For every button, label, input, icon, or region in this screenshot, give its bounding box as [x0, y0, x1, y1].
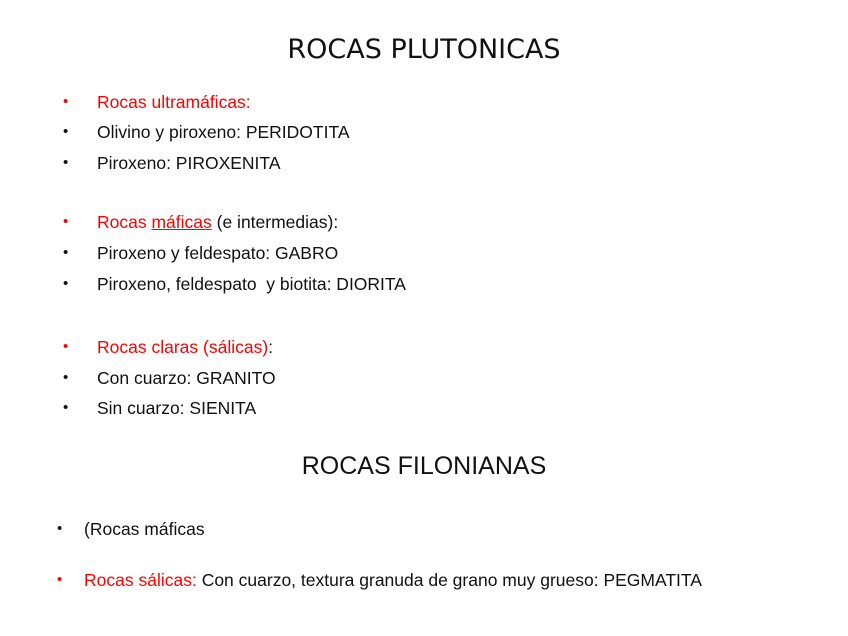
list-item: Piroxeno, feldespato y biotita: DIORITA — [97, 274, 406, 294]
list-item: (Rocas máficas — [84, 519, 205, 539]
bullet-icon: • — [63, 154, 69, 171]
bullet-icon: • — [63, 338, 69, 355]
bullet-icon: • — [63, 399, 69, 416]
heading-suffix: : — [268, 337, 274, 357]
bullet-icon: • — [57, 520, 63, 537]
group-heading-maficas — [97, 211, 338, 233]
list-item: Sin cuarzo: SIENITA — [97, 398, 257, 418]
bullet-icon: • — [63, 369, 69, 386]
heading-underlined-term: máficas — [151, 212, 212, 232]
section-title-plutonicas: ROCAS PLUTONICAS — [287, 34, 561, 65]
bullet-icon: • — [63, 93, 69, 110]
heading-suffix: (e intermedias): — [211, 212, 339, 232]
bullet-icon: • — [63, 213, 69, 230]
list-item: Con cuarzo: GRANITO — [97, 368, 276, 388]
list-item: Piroxeno y feldespato: GABRO — [97, 243, 339, 263]
heading-red: Rocas claras (sálicas) — [97, 337, 269, 357]
heading-prefix: Rocas — [97, 212, 152, 232]
list-item-pegmatita — [84, 569, 702, 591]
bullet-icon: • — [57, 571, 63, 588]
group-heading-ultramaficas: Rocas ultramáficas: — [97, 92, 251, 112]
section-title-filonianas: ROCAS FILONIANAS — [301, 452, 547, 480]
bullet-icon: • — [63, 244, 69, 261]
list-item: Olivino y piroxeno: PERIDOTITA — [97, 122, 350, 142]
bullet-icon: • — [63, 275, 69, 292]
bullet-icon: • — [63, 123, 69, 140]
list-item: Piroxeno: PIROXENITA — [97, 153, 281, 173]
item-red-label: Rocas sálicas: — [84, 570, 197, 590]
group-heading-salicas — [97, 336, 273, 358]
item-rest: Con cuarzo, textura granuda de grano muy grueso: PEGMATITA — [196, 570, 702, 590]
